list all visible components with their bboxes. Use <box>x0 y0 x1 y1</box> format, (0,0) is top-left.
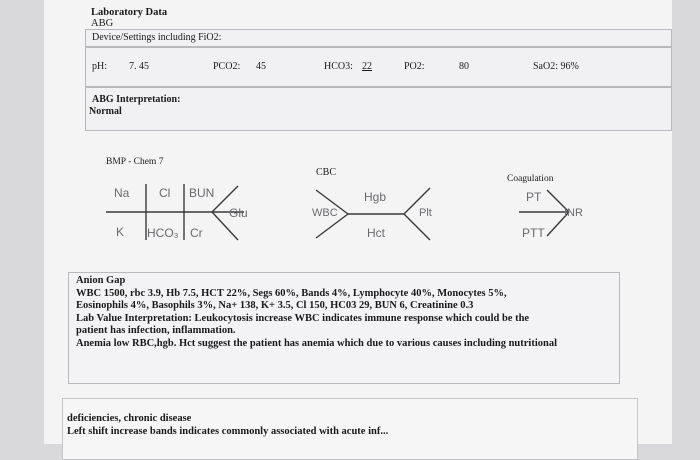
notes-line-anemia: Anemia low RBC,hgb. Hct suggest the patient has anemia which due to various causes including nutritional <box>76 337 558 349</box>
sao2-value: SaO2: 96% <box>533 61 579 72</box>
bmp-na-label: Na <box>114 186 130 200</box>
ph-value: 7. 45 <box>129 61 149 72</box>
page-title: Laboratory Data <box>91 7 168 18</box>
po2-value: 80 <box>459 61 469 72</box>
lab-notes-text <box>76 275 557 350</box>
coag-inr-label: INR <box>564 207 583 219</box>
cbc-hct-label: Hct <box>367 226 385 240</box>
notes-line-anion-gap: Anion Gap <box>76 275 126 286</box>
footer-line-1: deficiencies, chronic disease <box>67 413 192 424</box>
coag-ptt-label: PTT <box>522 226 545 240</box>
cbc-title: CBC <box>316 167 337 178</box>
cbc-hgb-label: Hgb <box>364 190 387 204</box>
notes-line-chem-values: Eosinophils 4%, Basophils 3%, Na+ 138, K+ 3.5, Cl 150, HC03 29, BUN 6, Creatinine 0.3 <box>76 300 474 311</box>
hco3-value: 22 <box>362 61 372 72</box>
notes-line-cbc-values: WBC 1500, rbc 3.9, Hb 7.5, HCT 22%, Segs 60%, Bands 4%, Lymphocyte 40%, Monocytes 5%, <box>76 287 507 299</box>
footer-text <box>67 413 388 438</box>
bmp-bun-label: BUN <box>189 186 215 200</box>
device-settings-cell <box>85 29 672 47</box>
device-settings-label: Device/Settings including FiO2: <box>92 32 222 43</box>
bmp-k-label: K <box>116 225 125 239</box>
abg-values-row <box>85 47 672 87</box>
lab-data-page <box>44 0 672 444</box>
coag-pt-label: PT <box>526 190 542 204</box>
bmp-glu-label: Glu <box>229 206 248 220</box>
cbc-plt-label: Plt <box>419 207 432 219</box>
bmp-hco3-label: HCO₃ <box>147 226 179 240</box>
po2-label: PO2: <box>404 61 425 72</box>
pco2-label: PCO2: <box>213 61 241 72</box>
bmp-cl-label: Cl <box>159 186 171 200</box>
pco2-value: 45 <box>256 61 266 72</box>
footer-line-2: Left shift increase bands indicates commonly associated with acute inf... <box>67 425 389 437</box>
abg-interpretation-label: ABG Interpretation: <box>92 94 181 105</box>
notes-line-infection: patient has infection, inflammation. <box>76 325 236 336</box>
hco3-label: HCO3: <box>324 61 353 72</box>
abg-interpretation-cell <box>85 87 672 131</box>
abg-interpretation-value: Normal <box>89 106 122 117</box>
bmp-title: BMP - Chem 7 <box>106 157 164 167</box>
cbc-wbc-label: WBC <box>312 207 338 219</box>
coag-title: Coagulation <box>507 174 554 184</box>
ph-label: pH: <box>92 61 107 72</box>
notes-line-interpretation: Lab Value Interpretation: Leukocytosis increase WBC indicates immune response which could be the <box>76 312 530 324</box>
continuation-box <box>62 398 638 460</box>
abg-heading: ABG <box>91 18 114 29</box>
bmp-cr-label: Cr <box>190 226 203 240</box>
